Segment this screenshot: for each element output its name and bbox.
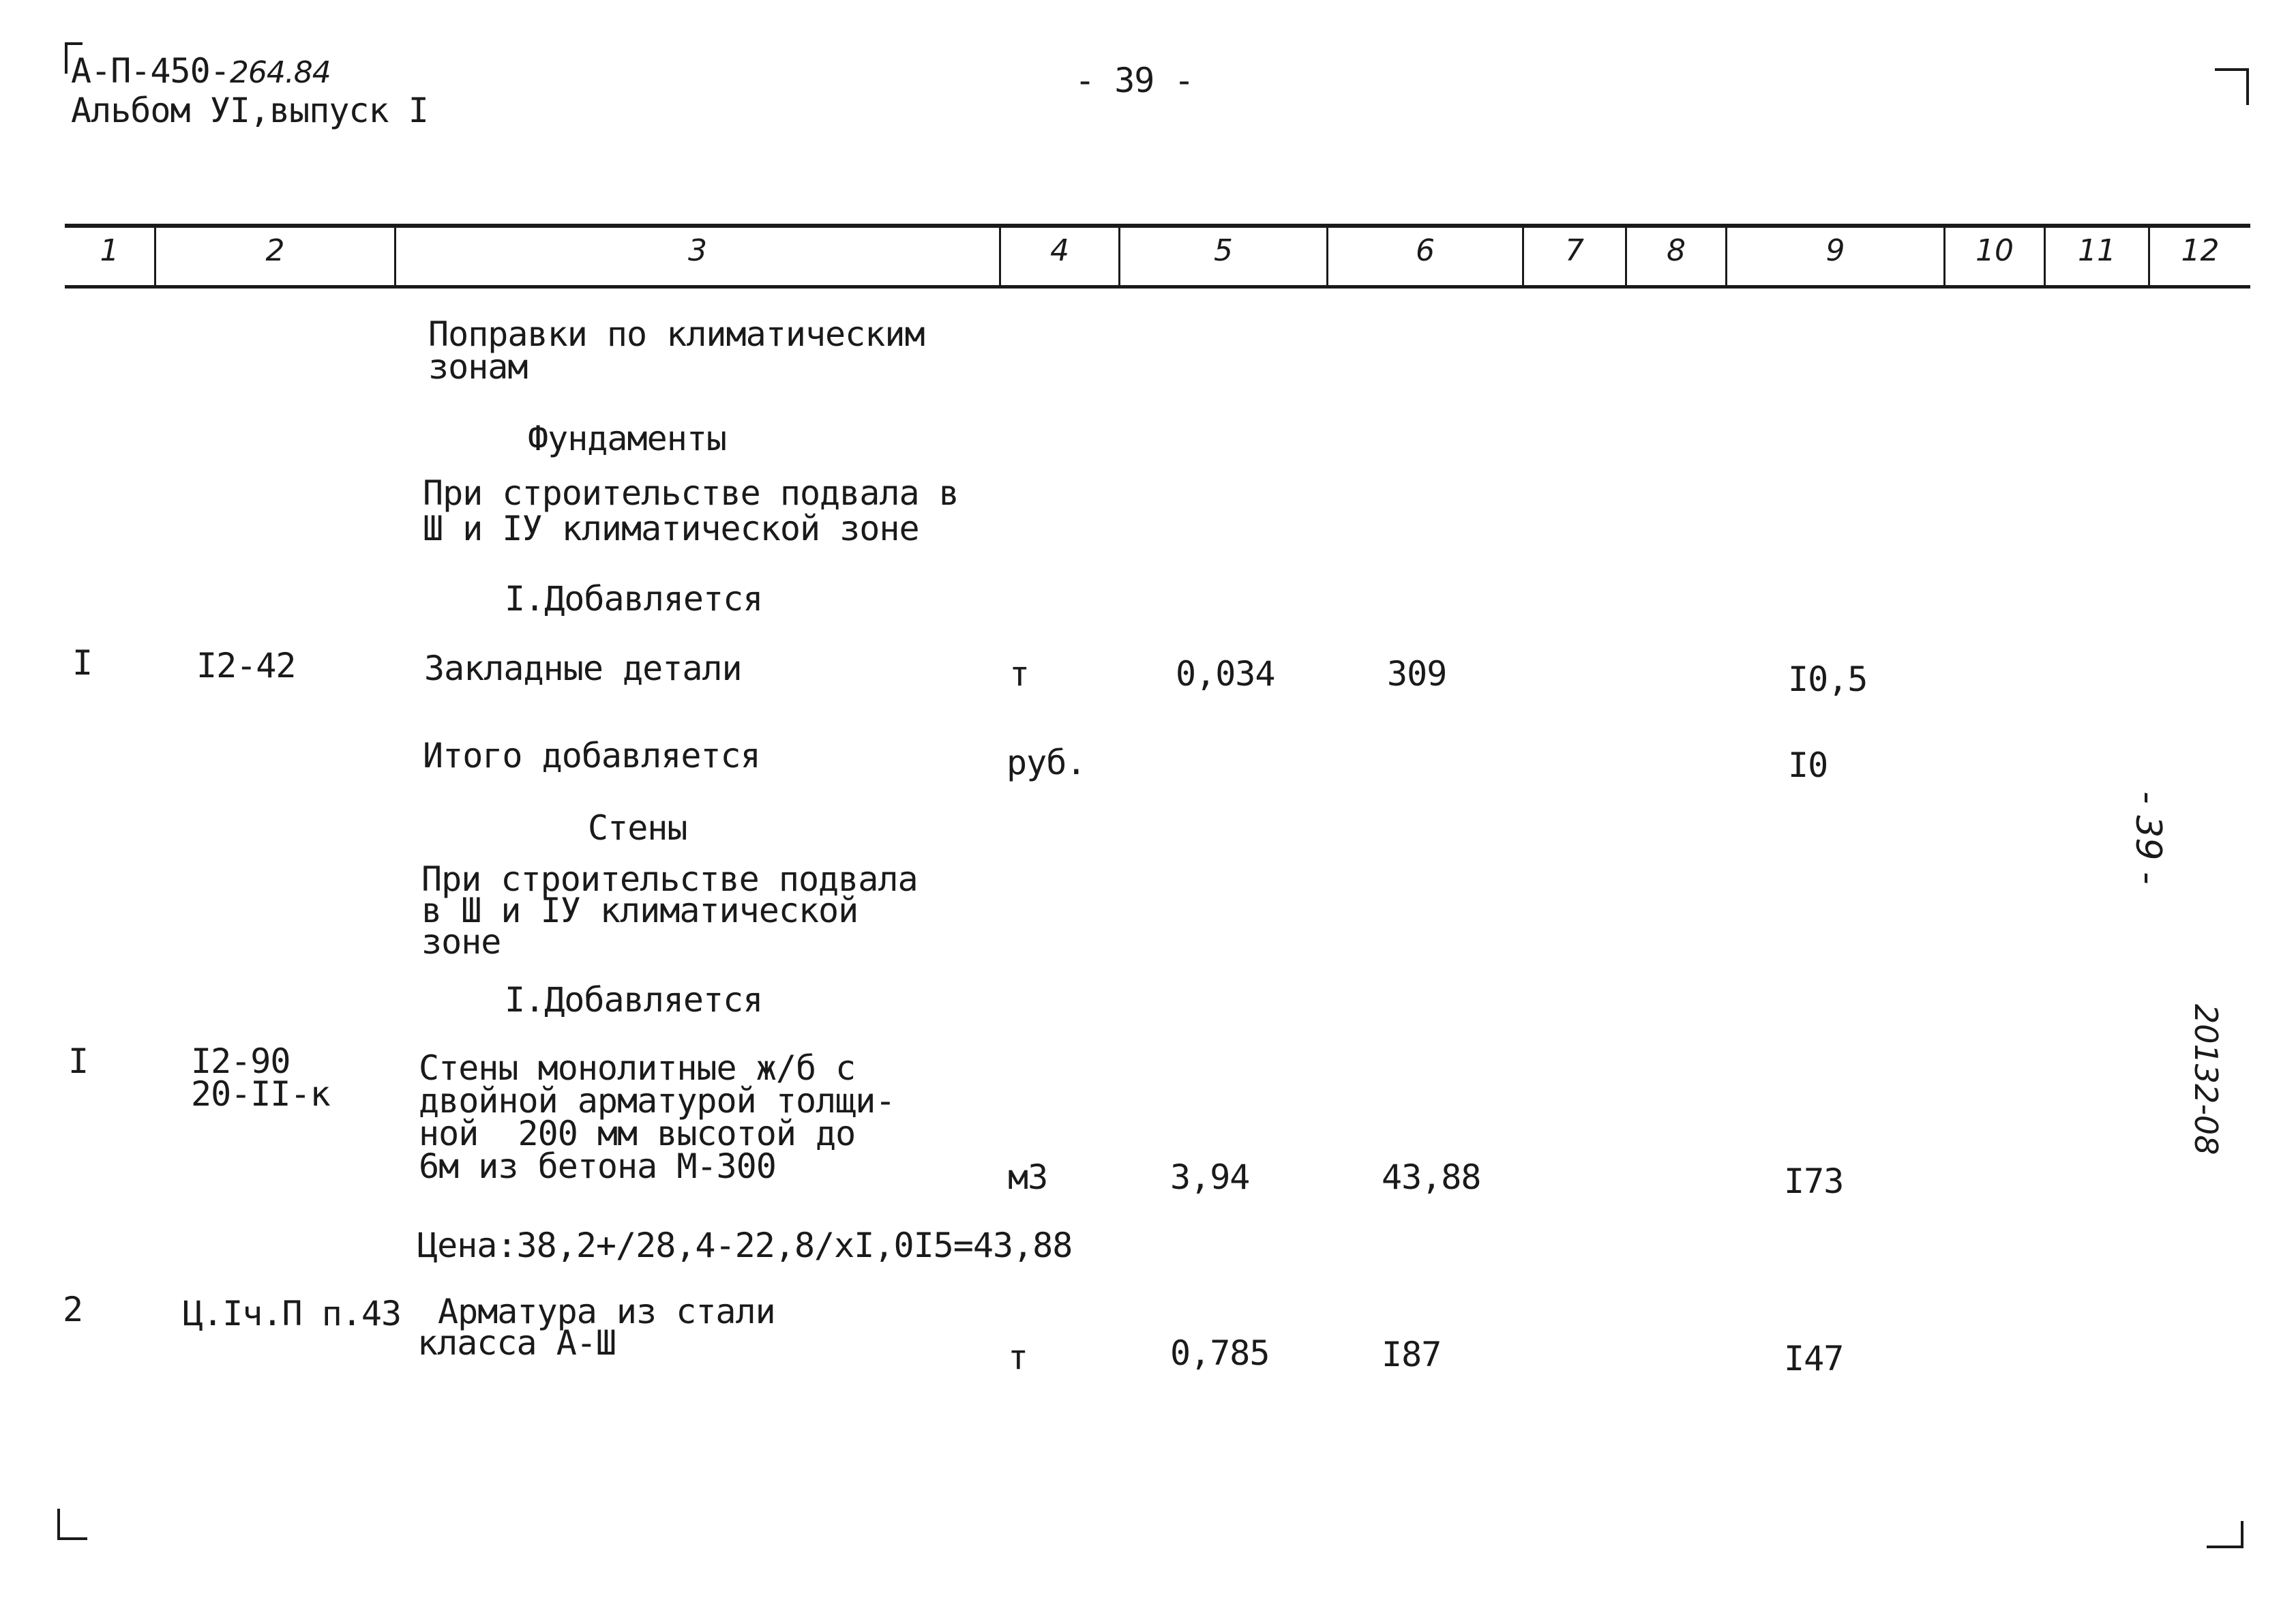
row2-col5: 3,94	[1170, 1157, 1250, 1197]
row1-col1: I	[72, 643, 93, 683]
corner-mark-bottom-right-v	[2241, 1521, 2243, 1548]
row3-col3: Арматура из стали класса А-Ш	[417, 1292, 775, 1363]
row2-col6: 43,88	[1382, 1157, 1481, 1197]
corner-mark-bottom-left-v	[57, 1509, 60, 1539]
column-number-2: 2	[265, 233, 285, 268]
corner-mark-bottom-left-h	[57, 1537, 87, 1540]
walls-note: При строительстве подвала в Ш и IУ климатической зоне	[421, 859, 918, 962]
corner-mark-top-right-v	[2246, 68, 2249, 105]
corner-mark-top-right-h	[2215, 68, 2249, 71]
album-label: Альбом УI,выпуск I	[71, 91, 428, 130]
column-number-1: 1	[100, 233, 119, 268]
column-number-7: 7	[1565, 233, 1584, 268]
document-code	[71, 53, 331, 91]
row1-col2: I2-42	[196, 646, 296, 685]
margin-page-mark: - 39 -	[2128, 791, 2168, 885]
price-note: Цена:38,2+/28,4-22,8/хI,0I5=43,88	[417, 1226, 1073, 1265]
corner-mark-top-left-h	[65, 42, 83, 45]
document-code-prefix: А-П-450-	[71, 51, 230, 91]
row2-col4: м3	[1008, 1157, 1048, 1197]
total-value: I0	[1788, 745, 1828, 785]
row1-col5: 0,034	[1176, 654, 1275, 694]
column-number-12: 12	[2181, 233, 2220, 268]
row1-col3: Закладные детали	[424, 649, 742, 688]
table-header-bottom-rule	[65, 285, 2250, 289]
adds-heading-1: I.Добавляется	[505, 579, 763, 619]
adds-heading-2: I.Добавляется	[505, 980, 763, 1020]
row1-col6: 309	[1387, 654, 1447, 694]
column-number-5: 5	[1214, 233, 1233, 268]
row3-col4: т	[1008, 1337, 1028, 1377]
row1-col4: т	[1009, 654, 1030, 694]
column-number-6: 6	[1416, 233, 1435, 268]
section-heading-foundations: Фундаменты	[528, 419, 727, 458]
column-number-10: 10	[1976, 233, 2014, 268]
row3-col1: 2	[63, 1290, 83, 1329]
page-number: - 39 -	[1075, 61, 1194, 100]
section-heading-zones: Поправки по климатическим зонам	[428, 314, 925, 387]
document-code-suffix: 264.84	[229, 55, 331, 90]
column-number-8: 8	[1667, 233, 1686, 268]
total-label: Итого добавляется	[423, 736, 760, 775]
column-number-11: 11	[2078, 233, 2116, 268]
column-number-3: 3	[688, 233, 707, 268]
row2-col1: I	[68, 1041, 89, 1081]
row3-col5: 0,785	[1170, 1333, 1270, 1373]
row3-col2: Ц.Iч.П п.43	[183, 1294, 402, 1333]
corner-mark-bottom-right-h	[2207, 1546, 2243, 1548]
foundations-note: При строительстве подвала в Ш и IУ климатической зоне	[423, 473, 959, 548]
table-top-rule	[65, 224, 2250, 228]
column-number-4: 4	[1050, 233, 1069, 268]
row2-col2: I2-90 20-II-к	[191, 1041, 330, 1114]
margin-doc-number: 20132-08	[2188, 1004, 2224, 1155]
row2-col3: Стены монолитные ж/б с двойной арматурой толщи- ной 200 мм высотой до 6м из бетона М-300	[419, 1048, 895, 1186]
row2-col9: I73	[1784, 1162, 1844, 1201]
section-heading-walls: Стены	[588, 808, 687, 848]
corner-mark-top-left	[65, 42, 68, 74]
row3-col9: I47	[1784, 1339, 1844, 1378]
row3-col6: I87	[1382, 1335, 1442, 1374]
row1-col9: I0,5	[1788, 660, 1868, 699]
total-unit: руб.	[1007, 743, 1086, 782]
column-number-9: 9	[1825, 233, 1845, 268]
